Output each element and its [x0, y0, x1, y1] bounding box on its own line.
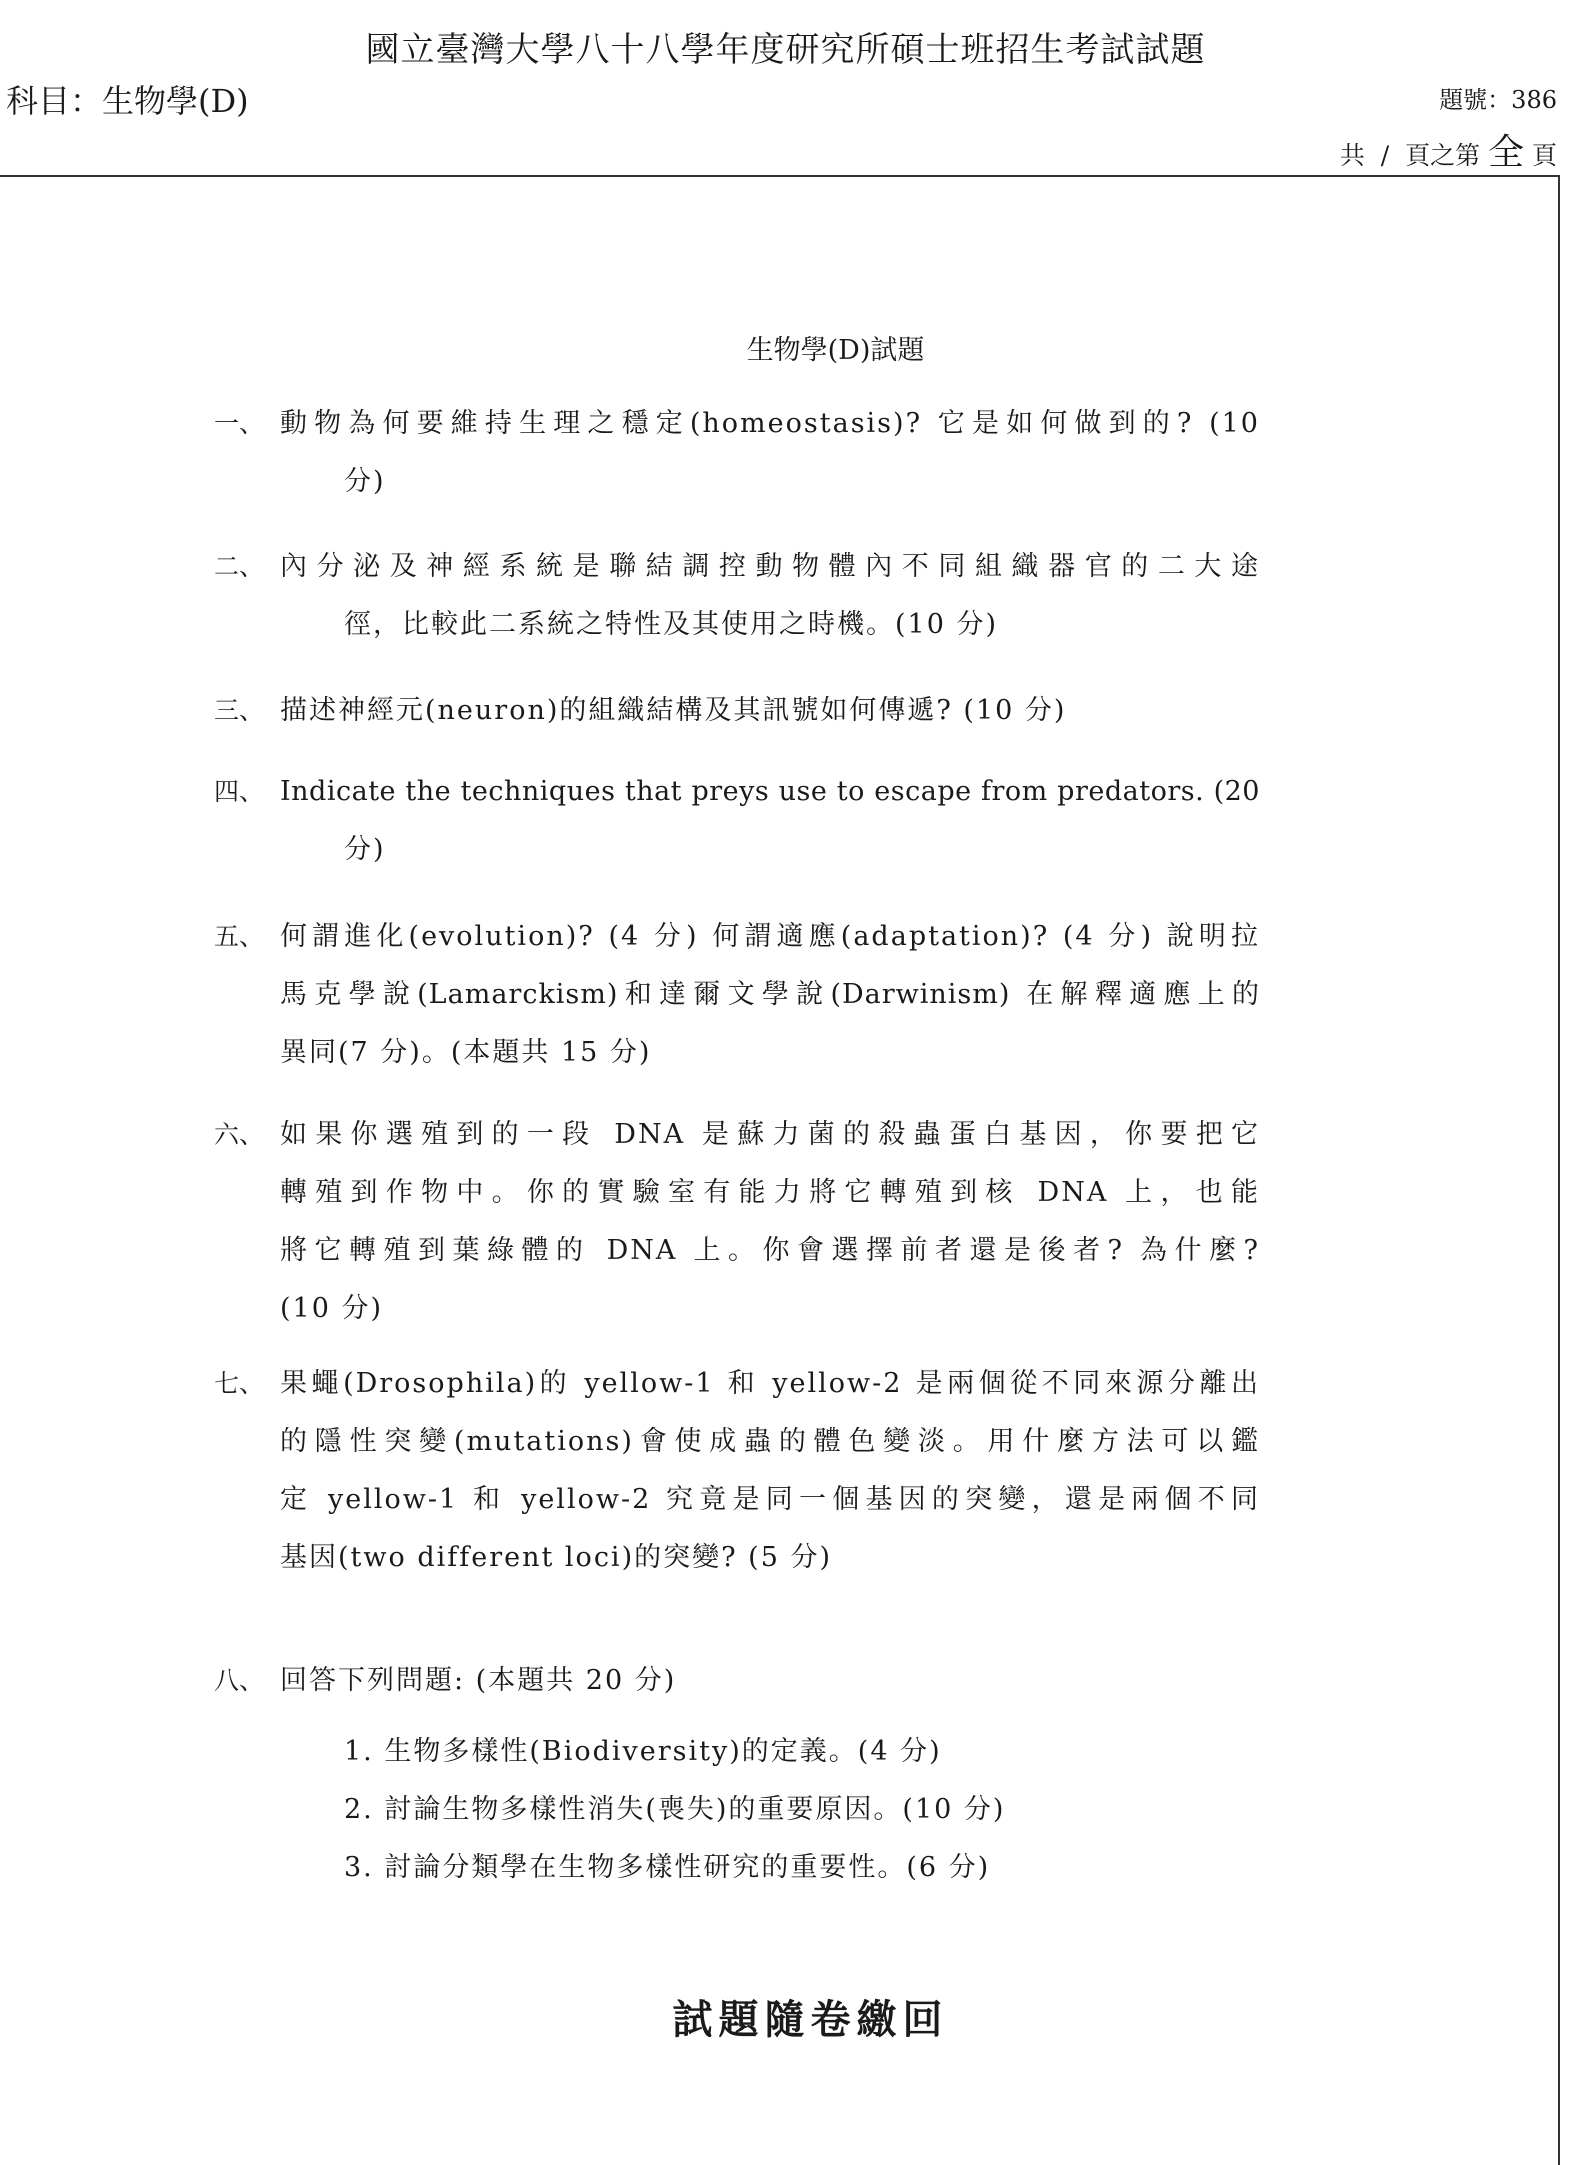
subject-label: 科目：生物學(D) [6, 82, 249, 120]
question-line: 回答下列問題: (本題共 20 分) [280, 1665, 677, 1696]
question-line: 馬克學說(Lamarckism)和達爾文學說(Darwinism) 在解釋適應上的 [280, 979, 1260, 1010]
question-line: 基因(two different loci)的突變? (5 分) [280, 1542, 832, 1573]
question-line: 分) [344, 466, 386, 497]
question-line: Indicate the techniques that preys use to escape from predators. (20 [280, 776, 1260, 807]
question-line: 將它轉殖到葉綠體的 DNA 上。你會選擇前者還是後者? 為什麼? [280, 1235, 1260, 1266]
question-line: 何謂進化(evolution)? (4 分) 何謂適應(adaptation)? (4 分) 說明拉 [280, 921, 1260, 952]
question-line: 如果你選殖到的一段 DNA 是蘇力菌的殺蟲蛋白基因，你要把它 [280, 1119, 1260, 1150]
page-count-suffix: 頁 [1524, 141, 1557, 170]
question-line: 分) [344, 834, 386, 865]
question-line: 果蠅(Drosophila)的 yellow-1 和 yellow-2 是兩個從不同來源分離出 [280, 1368, 1260, 1399]
document-title: 生物學(D)試題 [746, 335, 925, 366]
question-line: 動物為何要維持生理之穩定(homeostasis)? 它是如何做到的? (10 [280, 408, 1260, 439]
page-count-prefix: 共 / 頁之第 [1339, 141, 1489, 170]
question-line: 轉殖到作物中。你的實驗室有能力將它轉殖到核 DNA 上，也能 [280, 1177, 1260, 1208]
question-2 [214, 538, 1260, 654]
question-1 [214, 395, 1260, 511]
question-3 [214, 682, 1260, 740]
question-line: 定 yellow-1 和 yellow-2 究竟是同一個基因的突變，還是兩個不同 [280, 1484, 1260, 1515]
question-6 [214, 1106, 1260, 1338]
question-line: 的隱性突變(mutations)會使成蟲的體色變淡。用什麼方法可以鑑 [280, 1426, 1260, 1457]
question-7 [214, 1355, 1260, 1587]
question-number-label: 一、 [214, 409, 265, 438]
question-number-label: 六、 [214, 1120, 265, 1149]
page-count-all: 全 [1488, 132, 1525, 173]
sub-item-3: 3. 討論分類學在生物多樣性研究的重要性。(6 分) [344, 1852, 991, 1883]
question-number-label: 二、 [214, 552, 265, 581]
question-number-label: 八、 [214, 1666, 265, 1695]
question-8 [214, 1652, 1260, 1710]
question-line: 徑，比較此二系統之特性及其使用之時機。(10 分) [344, 609, 999, 640]
question-number-label: 四、 [214, 777, 265, 806]
question-line: (10 分) [280, 1293, 384, 1324]
question-4 [214, 763, 1260, 879]
sub-item-1: 1. 生物多樣性(Biodiversity)的定義。(4 分) [344, 1736, 942, 1767]
question-line: 描述神經元(neuron)的組織結構及其訊號如何傳遞? (10 分) [280, 695, 1067, 726]
sub-item-2: 2. 討論生物多樣性消失(喪失)的重要原因。(10 分) [344, 1794, 1006, 1825]
question-number-label: 三、 [214, 696, 265, 725]
question-line: 內分泌及神經系統是聯結調控動物體內不同組織器官的二大途 [280, 551, 1260, 582]
question-number-label: 七、 [214, 1369, 265, 1398]
question-5 [214, 908, 1260, 1082]
question-line: 異同(7 分)。(本題共 15 分) [280, 1037, 652, 1068]
question-number-label: 五、 [214, 922, 265, 951]
return-notice: 試題隨卷繳回 [672, 1996, 949, 2043]
page-count [1340, 124, 1557, 175]
exam-title: 國立臺灣大學八十八學年度研究所碩士班招生考試試題 [365, 30, 1206, 70]
question-number: 題號：386 [1439, 86, 1557, 114]
